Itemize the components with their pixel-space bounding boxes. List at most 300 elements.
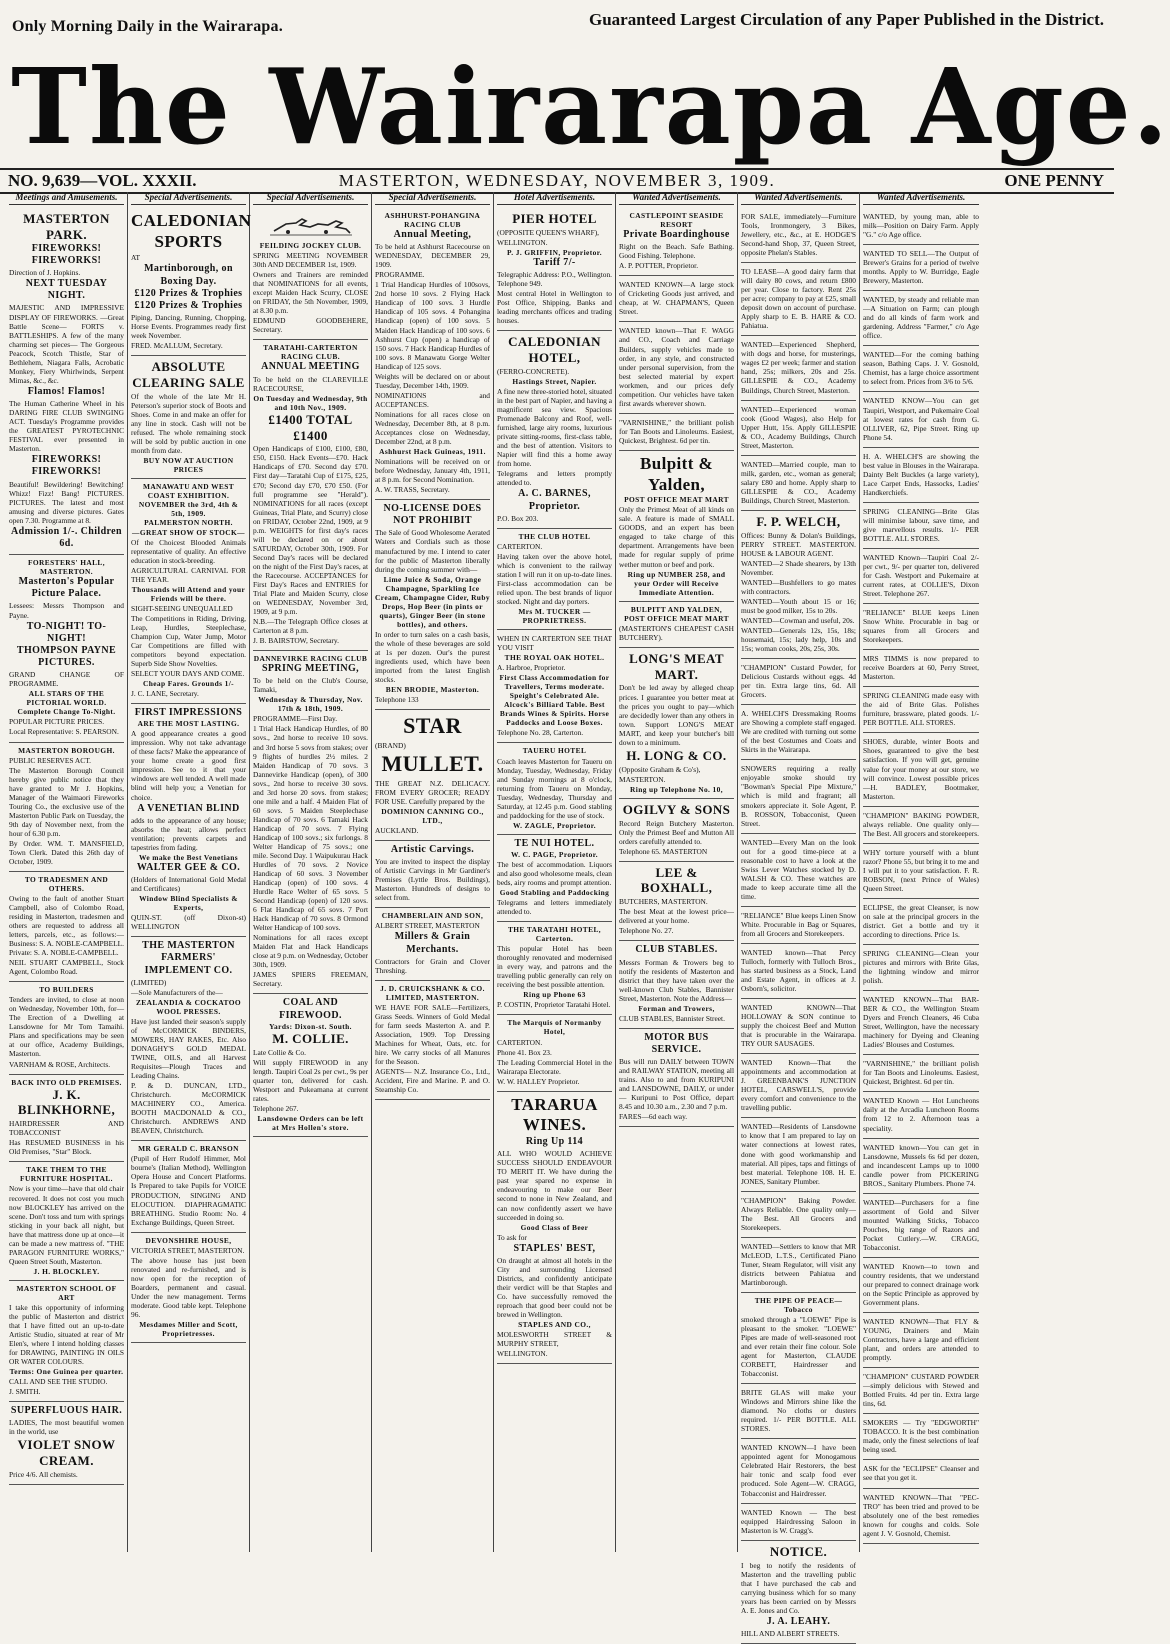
ad-subtitle: NEXT TUESDAY NIGHT.	[25, 278, 108, 302]
ad-text: Telegrams and letters immediately attended to.	[497, 898, 612, 917]
ad-text: MRS TIMMS is now prepared to receive Boarders at 60, Perry Street, Masterton.	[863, 654, 979, 682]
ad-title: J. D. CRUICKSHANK & CO. LIMITED, MASTERTON.	[380, 983, 485, 1002]
ad-text: (Holders of International Gold Medal and Certificates)	[131, 875, 246, 894]
ad-text: VICTORIA STREET, MASTERTON.	[131, 1245, 245, 1255]
ad-title: CLUB STABLES.	[635, 944, 718, 956]
ad-subtitle: POST OFFICE MEAT MART	[624, 613, 729, 623]
wanted-ad	[619, 276, 734, 322]
taueru-hotel-ad	[497, 743, 612, 834]
motor-bus-ad	[619, 1029, 734, 1128]
ad-title: Bulpitt & Yalden,	[639, 453, 714, 494]
wanted-ad	[741, 1504, 856, 1541]
ad-text: Has RESUMED BUSINESS in his Old Premises, "Star" Block.	[9, 1138, 124, 1157]
ad-title: ABSOLUTE CLEARING SALE	[132, 359, 245, 391]
wanted-ad	[863, 346, 979, 392]
ad-title: MASTERTON PARK.	[23, 210, 110, 242]
ad-text: Direction of J. Hopkins.	[9, 268, 81, 278]
coal-firewood-ad	[253, 994, 368, 1137]
ad-text: (OPPOSITE QUEEN'S WHARF),	[497, 227, 599, 237]
ad-text: WANTED Known—to town and country residents, that we understand our prepared to connect drainage work on the Septic Principle as approved by Government plans.	[863, 1261, 979, 1307]
ad-subtitle: £120 Prizes & Trophies	[134, 287, 243, 299]
ad-subtitle: ZEALANDIA & COCKATOO WOOL PRESSES.	[135, 997, 242, 1016]
ad-text: —Sole Manufacturers of the—	[131, 987, 223, 997]
wanted-ad	[863, 392, 979, 447]
ad-subtitle: J. H. BLOCKLEY.	[33, 1266, 100, 1276]
dateline	[0, 168, 1114, 194]
ad-title: NOTICE.	[769, 1543, 828, 1559]
ad-title: LEE & BOXHALL,	[640, 864, 713, 896]
club-stables-ad	[619, 941, 734, 1028]
column-heading: Special Advertisements.	[253, 192, 368, 205]
ad-text: AT	[131, 253, 141, 263]
ad-text: J. SMITH.	[9, 1387, 41, 1397]
ad-text: "RELIANCE" BLUE keeps Linen Snow White. Procurable in bag or squares from all Grocers and Storekeepers.	[863, 608, 979, 645]
ad-subtitle: Thousands will Attend and your Friends will be there.	[131, 584, 246, 603]
ad-text: The Masterton Borough Council hereby give public notice that they have granted to Mr J. Hopkins, Manager of the Waimaori Fireworks Touring Co., the exclusive use of the Masterton Public Park on Tuesday, the 9th day of November next, from the hour of 6.30 p.m.	[9, 765, 124, 838]
ad-text: QUIN-ST. (off Dixon-st) WELLINGTON	[131, 913, 246, 932]
wanted-ad	[741, 760, 856, 833]
ad-subtitle: Ashhurst Hack Guineas, 1911.	[379, 446, 486, 456]
ad-subtitle: TO-NIGHT! TO-NIGHT!	[26, 620, 107, 644]
ad-title: TAKE THEM TO THE FURNITURE HOSPITAL.	[20, 1165, 113, 1184]
ad-subtitle: BEN BRODIE, Masterton.	[385, 684, 480, 694]
ad-text: CARTERTON.	[497, 541, 543, 551]
wanted-ad	[741, 336, 856, 400]
ad-text: NOMINATIONS and ACCEPTANCES.	[375, 390, 490, 409]
ad-text: Nominations will be received on or before Wednesday, January 4th, 1911, at 8 p.m. for Second Nomination.	[375, 456, 490, 484]
ad-title: DANNEVIRKE RACING CLUB	[253, 654, 368, 664]
wanted-ad	[863, 1092, 979, 1138]
ad-text: WANTED KNOWN—A large stock of Cricketing Goods just arrived, and cheap, at W. CHAPMAN'S, Queen Street.	[619, 280, 734, 317]
ad-text: "VARNISHINE," the brilliant polish for Tan Boots and Linoleums. Easiest, Quickest, Brightest. 6d per tin.	[619, 417, 734, 445]
ad-subtitle: VIOLET SNOW CREAM.	[17, 1437, 116, 1469]
ad-text: I beg to notify the residents of Masterton and the travelling public that I have purchased the cab and carrying business which for so many years has been carried on by Messrs A. E. Jones and Co.	[741, 1560, 856, 1615]
ad-text: A fine new three-storied hotel, situated in the best part of Napier, and having a magnificent sea view. Spacious Promenade Balcony and Roof, well-furnished, large airy rooms, luxurious private sitting-rooms, first-class table, and the best of attention. Visitors to Napier will find this a home away from home.	[497, 387, 612, 469]
ad-text: N.B.—The Telegraph Office closes at Carterton at 8 p.m.	[253, 616, 368, 635]
ad-text: The Human Catherine Wheel in his DARING FIRE CLUB SWINGING ACT. Tuesday's Programme provides the GREATEST PYROTECHNIC FESTIVAL ever presented in Masterton.	[9, 398, 124, 454]
ad-text: SPRING CLEANING made easy with the aid of Brite Glas. Polishes furniture, brassware, plated goods. 1/- PER BOTTLE. ALL STORES.	[863, 691, 979, 728]
wanted-ad	[863, 807, 979, 844]
ad-text: WANTED—For the coming bathing season, Bathing Caps. J. V. Gosnold, Chemist, has a large choice assortment to select from. Prices from 3/6 to 5/6.	[863, 350, 979, 387]
ad-text: "CHAMPION" Custard Powder, for Delicious Custards without eggs. 4d per tin. Extra large tins, 6d. All Grocers.	[741, 663, 856, 700]
ad-text: WANTED known—That F. WAGG and CO., Coach and Carriage Builders, supply vehicles made to order, in any style, and constructed under personal supervision, from the best selected material by expert workmen, and our prices defy competition. Our vehicles have taken first awards wherever shown.	[619, 326, 734, 408]
ad-text: To be held on the Club's Course, Tamaki,	[253, 676, 368, 695]
wanted-ad	[741, 1238, 856, 1293]
taratahi-hotel-ad	[497, 922, 612, 1015]
column-7	[738, 192, 860, 1638]
ad-text: TO LEASE—A good dairy farm that will dairy 80 cows, and return £800 per year. Close to factory. Rent 25s per acre; company to pay at £25, small deposit down on account of purchase. Apply sharp to E. B. HARE & CO. Pahiatua.	[741, 267, 856, 331]
price: ONE PENNY	[1004, 171, 1104, 190]
ad-text: AGENTS— N.Z. Insurance Co., Ltd., Accident, Fire and Marine. P. and O. Steamship Co.	[375, 1067, 490, 1095]
wanted-ad	[863, 1489, 979, 1544]
ad-text: SHOES, durable, winter Boots and Shoes, guaranteed to give the best satisfaction. If you will get, genuine value for your money at our store, we will convince. Lowest possible prices—H. BADLEY, Bootmaker, Masterton.	[863, 737, 979, 801]
caledonian-sports-ad	[131, 208, 252, 356]
ad-text: Telegrams and letters promptly attended to.	[497, 469, 612, 488]
ad-text: Telephone No. 28, Carterton.	[497, 728, 584, 738]
ad-text: I take this opportunity of informing the public of Masterton and district that I have fitted out an up-to-date Artistic Studio, situated at rear of Mr Elen's, where I intend holding classes for DRAWING, PAINTING IN OILS OR WATER COLOURS.	[9, 1302, 124, 1367]
dannevirke-racing-ad	[253, 651, 368, 994]
ad-subtitle: ALL STARS OF THE PICTORIAL WORLD.	[26, 689, 107, 708]
ad-text: Nominations for all races except Maiden Flat and Hack Handicaps close at 9 p.m. on Wednesday, October 30th, 1909.	[253, 933, 368, 970]
ad-text: Telephone 267.	[253, 1103, 299, 1113]
ad-text: WANTED, by steady and reliable man—A Situation on Farm; can plough and do all kinds of farm work and gardening. Address "Farmer," c/o Age office.	[863, 295, 979, 341]
borough-notice	[9, 743, 124, 872]
wanted-ad	[863, 1194, 979, 1258]
ad-subtitle: ARE THE MOST LASTING.	[137, 719, 240, 729]
ad-text: WANTED—Generals 12s, 15s, 18s; housemaid, 15s; lady help, 10s and 15s; woman cooks, 20s, 25s, 30s.	[741, 626, 856, 654]
ad-text: 1 Trial Handicap Hurdles of 100sovs, 2nd horse 10 sovs. 2 Flying Hack Handicap of 100 sovs. 3 Hurdle Handicap of 105 sovs. 4 Pohangina Handicap (open) of 100 sovs. 5 Maiden Hack Handicap of 100 sovs. 6 Ashhurst Cup (open) a handicap of 150 sovs. 7 Hack Handicap Hurdles of 100 sovs. 8 Manawatu Gorge Welter Handicap of 125 sovs.	[375, 280, 490, 371]
ad-title: CALEDONIAN SPORTS	[131, 210, 252, 251]
ad-title: TARATAHI-CARTERTON RACING CLUB.	[263, 343, 358, 362]
star-mullet-ad	[375, 710, 490, 841]
longs-meat-mart-ad	[619, 648, 734, 799]
ad-title: TO TRADESMEN AND OTHERS.	[24, 874, 109, 893]
wanted-ad	[741, 999, 856, 1054]
column-heading: Special Advertisements.	[375, 192, 490, 205]
column-2	[128, 192, 250, 1552]
ad-subtitle: Cheap Fares. Grounds 1/-	[142, 679, 235, 688]
ad-subtitle: Window Blind Specialists & Experts,	[139, 894, 238, 913]
ad-text: H. A. WHELCH'S are showing the best value in Blouses in the Wairarapa. Dainty Belt Buckles (a large variety), Lace Carpet Ends, Hassocks, Ladies' Handkerchiefs.	[863, 451, 979, 497]
ad-text: Will supply FIREWOOD in any length. Taupiri Coal 2s per cwt., 9s per quarter ton, delivered for cash. Westport and Pukeamana at current rates.	[253, 1057, 368, 1103]
ad-title: THE TARATAHI HOTEL, Carterton.	[507, 925, 602, 944]
ad-text: WANTED KNOW—You can get Taupiri, Westport, and Pukemaire Coal at lowest rates for cash from G. OLLIVER, 62, Pipe Street. Ring up Phone 54.	[863, 396, 979, 442]
ad-text: In order to turn sales on a cash basis, the whole of these beverages are sold at 1s per dozen. Our's the purest ingredients used, which have been imported from the latest English stocks.	[375, 629, 490, 684]
wanted-ad	[741, 1118, 856, 1191]
wanted-ad	[741, 456, 856, 511]
ad-text: CALL AND SEE THE STUDIO.	[9, 1377, 108, 1387]
ad-text: "RELIANCE" Blue keeps Linen Snow White. Procurable in Bag or Squares, from all Grocers and Storekeepers.	[741, 910, 856, 938]
ad-subtitle: Ring up NUMBER 258, and your Order will Receive Immediate Attention.	[627, 569, 726, 597]
wanted-ad	[863, 1139, 979, 1194]
ad-text: Beautiful! Bewildering! Bewitching! Whizz! Fizz! Bang! PICTURES. PICTURES. The latest and most amusing and diverse pictures. Gates open 7.30. Programme at 8.	[9, 479, 124, 525]
artistic-carvings-ad	[375, 841, 490, 908]
foresters-hall-ad	[9, 555, 124, 742]
wanted-ad	[863, 650, 979, 687]
ad-text: To be held on the CLAREVILLE RACECOURSE,	[253, 374, 368, 393]
ad-text: AGRICULTURAL CARNIVAL FOR THE YEAR.	[131, 565, 246, 584]
ad-title: CASTLEPOINT SEASIDE RESORT	[629, 210, 724, 229]
ad-text: CLUB STABLES, Bannister Street.	[619, 1013, 725, 1023]
ad-subtitle: POST OFFICE MEAT MART	[624, 495, 729, 505]
ad-subtitle: Hastings Street, Napier.	[512, 377, 597, 387]
ad-text: Coach leaves Masterton for Taueru on Monday, Tuesday, Wednesday, Friday and Sunday mornings at 8 o'clock, returning from Taueru on Monday, Tuesday, Wednesday, Thursday and Saturday, at 12.45 p.m. Good stabling and paddocking for the use of stock.	[497, 756, 612, 820]
ad-text: WANTED KNOWN—That BAR-BER & CO., the Wellington Steam Dyers and French Cleaners, 46 Cuba Street, Wellington, have the necessary machinery for Dyeing and Cleaning Ladies' Blouses and Costumes.	[863, 995, 979, 1050]
ad-text: LADIES, The most beautiful women in the world, use	[9, 1418, 124, 1437]
ad-title: BACK INTO OLD PREMISES.	[11, 1077, 122, 1087]
ad-subtitle: Complete Change To-Night.	[17, 707, 116, 717]
ad-text: JAMES SPIERS FREEMAN, Secretary.	[253, 970, 368, 989]
column-4	[372, 192, 494, 1552]
pipe-of-peace-ad	[741, 1293, 856, 1384]
ad-title: MASTERTON SCHOOL OF ART	[16, 1283, 117, 1302]
ad-title: THE CLUB HOTEL	[518, 531, 591, 541]
ad-text: NEIL STUART CAMPBELL, Stock Agent, Colombo Road.	[9, 958, 124, 977]
ad-text: WHEN IN CARTERTON SEE THAT YOU VISIT	[497, 634, 612, 653]
ad-text: ALL WHO WOULD ACHIEVE SUCCESS SHOULD ENDEAVOUR TO MERIT IT. We have during the past year spared no expense in endeavouring to make our Beer second to none in New Zealand, and can now confidently assert we have succeeded in doing so.	[497, 1149, 612, 1222]
ad-text: Late Collie & Co.	[253, 1047, 306, 1057]
tararua-wines-ad	[497, 1092, 612, 1365]
exhibition-ad	[131, 479, 246, 704]
ad-subtitle: Annual Meeting,	[393, 229, 472, 241]
columns	[6, 192, 1110, 1638]
ad-text: EDMUND GOODBEHERE, Secretary.	[253, 316, 368, 335]
castlepoint-ad	[619, 208, 734, 276]
ad-text: The Sale of Good Wholesome Aerated Waters and Cordials such as those manufactured by me. I intend to cater for the public of Masterton liberally during the coming summer with—	[375, 528, 490, 574]
ad-title: TAUERU HOTEL	[522, 746, 587, 756]
wanted-ad	[741, 401, 856, 456]
no-license-ad	[375, 500, 490, 710]
devonshire-house-ad	[131, 1233, 246, 1343]
ad-text: Owing to the fault of another Stuart Campbell, also of Colombo Road, residing in Masterton, tradesmen and others are requested to address all letters, parcels, etc., as follows:— Business: S. A. NOBLE-CAMPBELL. Private: S. A. NOBLE-CAMPBELL.	[9, 893, 124, 958]
ad-text: A good appearance creates a good impression. Why not take advantage of these facts? Make the appearance of your home create a good first impression. See to it that your windows are well tended. A well made blind will help you; a Venetian for choice.	[131, 729, 246, 802]
ad-text: WANTED KNOWN—That FLY & YOUNG, Drainers and Main Contractors, have a large and efficient plant, and orders are attended to promptly.	[863, 1317, 979, 1363]
ad-text: MAJESTIC AND IMPRESSIVE DISPLAY OF FIREWORKS. —Great Battle Scene— FORTS v. BATTLESHIPS. A few of the many charming set pieces— The Gorgeous Peacock, Scotch Thistle, Star of Bethlehem, Niagara Falls, Acrobatic Monkey, Fiery Whirlwinds, Serpent Mimas, &c., &c.	[9, 303, 124, 385]
ad-title: The Marquis of Normanby Hotel,	[507, 1018, 602, 1037]
column-heading: Hotel Advertisements.	[497, 192, 612, 205]
ad-text: SIGHT-SEEING UNEQUALLED	[131, 603, 233, 613]
column-1	[6, 192, 128, 1552]
ad-title: BULPITT AND YALDEN,	[630, 604, 723, 614]
ad-text: Telegraphic Address: P.O., Wellington. Telephone 949.	[497, 270, 612, 289]
ad-text: WANTED, by young man, able to milk—Position on Dairy Farm. Apply "G." c/o Age office.	[863, 211, 979, 240]
ad-text: Of the Choicest Blooded Animals representative of quality. An effective education in stock-breeding.	[131, 537, 246, 565]
ad-text: The Competitions in Riding, Driving, Leap, Hurdles, Steeplechase, Champion Cup, Water Jump, Motor Car Competitions are filled with competitors beyond expectation. Superb Side Show Novelties.	[131, 613, 246, 668]
wanted-ad	[863, 687, 979, 733]
ad-subtitle: Masterton's Popular Picture Palace.	[18, 576, 115, 600]
ad-subtitle: First Class Accommodation for Travellers, Terms moderate.	[499, 673, 610, 692]
column-heading: Meetings and Amusements.	[9, 192, 124, 205]
ad-text: WELLINGTON.	[497, 237, 548, 247]
ad-text: "CHAMPION" BAKING POWDER, always reliable. One quality only—The Best. All grocers and storekeepers.	[863, 810, 979, 838]
royal-oak-hotel-ad	[497, 630, 612, 743]
ad-subtitle: P. J. GRIFFIN, Proprietor.	[507, 247, 602, 257]
ad-text: You are invited to inspect the display of Artistic Carvings in Mr Gardiner's Premises (Lyttle Bros. Buildings), Masterton. Hundreds of designs to select from.	[375, 857, 490, 903]
ad-text: P.O. Box 203.	[497, 513, 539, 523]
wanted-ad	[619, 322, 734, 413]
ad-subtitle: Ring up Telephone No. 10,	[630, 784, 723, 794]
ad-text: Nominations for all races close on Wednesday, December 8th, at 8 p.m. Acceptances close on Wednesday, December 22nd, at 8 p.m.	[375, 409, 490, 446]
ad-text: Local Representative: S. PEARSON.	[9, 727, 119, 737]
ad-title: LONG'S MEAT MART.	[629, 650, 724, 682]
pier-hotel-ad	[497, 208, 612, 331]
ad-text: WANTED—2 Shade shearers, by 13th November.	[741, 558, 856, 577]
ad-title: FEILDING JOCKEY CLUB.	[259, 240, 362, 250]
ad-subtitle: DOMINION CANNING CO., LTD.,	[381, 806, 484, 825]
ad-text: Phone 41. Box 23.	[497, 1047, 552, 1057]
ad-text: (FERRO-CONCRETE).	[497, 367, 570, 377]
ad-text: WANTED—Experienced Shepherd, with dogs and horse, for musterings, wages £2 per week; farmer and station hand, 25s; milkers, 20s and 25s. GILLESPIE & CO., Academy Buildings, Church Street, Masterton.	[741, 340, 856, 395]
ad-title: FIRST IMPRESSIONS	[134, 707, 243, 719]
ad-title: MANAWATU AND WEST COAST EXHIBITION.	[142, 482, 235, 501]
chamberlain-ad	[375, 908, 490, 981]
wanted-ad	[619, 414, 734, 451]
ad-text: P. COSTIN, Proprietor Taratahi Hotel.	[497, 1000, 611, 1010]
ad-text: WANTED—Married couple, man to milk, garden, etc., woman as general; salary £80 and home. Apply sharp to GILLESPIE & CO., Academy Buildings, Church Street, Masterton.	[741, 459, 856, 505]
ad-subtitle: A. C. BARNES, Proprietor.	[518, 488, 591, 512]
ad-text: WANTED KNOWN—That "PEC-TRO" has been tried and proved to be absolutely one of the best remedies known for coughs and colds. Sole agent J. V. Gosnold, Chemist.	[863, 1492, 979, 1538]
ad-subtitle: J. A. LEAHY.	[766, 1615, 831, 1627]
wanted-ad	[863, 549, 979, 604]
ad-text: Contractors for Grain and Clover Threshing.	[375, 956, 490, 975]
column-6	[616, 192, 738, 1552]
masthead	[0, 42, 1170, 172]
ad-text: Record Reign Butchery Masterton. Only the Primest Beef and Mutton All orders carefully attended to.	[619, 818, 734, 846]
wanted-ad	[863, 733, 979, 806]
ad-text: VARNHAM & ROSE, Architects.	[9, 1059, 111, 1069]
ad-subtitle: Good Stabling and Paddocking	[499, 888, 610, 898]
ad-title: Artistic Carvings.	[390, 843, 475, 855]
ad-subtitle: £1400 TOTAL £1400	[268, 411, 353, 443]
ad-text: WANTED—Residents of Lansdowne to know that I am prepared to lay on water connections at lowest rates, done with good workmanship and material. All pipes, taps and fittings of best material. Telephone 108. H. E. JONES, Sanitary Plumber.	[741, 1122, 856, 1186]
ad-text: W. W. HALLEY Proprietor.	[497, 1076, 580, 1086]
ad-text: Telephone 65. MASTERTON	[619, 846, 708, 856]
ad-text: WELLINGTON.	[497, 1349, 548, 1359]
column-5	[494, 192, 616, 1552]
column-3	[250, 192, 372, 1552]
ad-subtitle: J. K. BLINKHORNE,	[17, 1086, 116, 1118]
ad-text: (Pupil of Herr Rudolf Himmer, Mol bourne's (Italian Method), Wellington Opera House and Concert Platforms. Is Prepared to take Pupils for VOICE PRODUCTION, SINGING AND ELOCUTION. DIAPHRAGMATIC BREATHING. Studio Room: No. 4 Exchange Buildings, Queen Street.	[131, 1154, 246, 1227]
ad-text: SMOKERS — Try "EDGWORTH" TOBACCO. It is the best combination made, only the finest selections of leaf being used.	[863, 1418, 979, 1455]
column-heading: Wanted Advertisements.	[863, 192, 979, 205]
ad-text: ECLIPSE, the great Cleanser, is now on sale at the principal grocers in the district. Get a bottle and try it according to directions. Price 1s.	[863, 902, 979, 939]
wanted-ad	[863, 991, 979, 1055]
top-banner-right: Guaranteed Largest Circulation of any Paper Published in the District.	[588, 10, 1104, 29]
ad-subtitle: Mrs M. TUCKER — PROPRIETRESS.	[518, 607, 591, 626]
ad-text: "CHAMPION" Baking Powder. Always Reliable. One quality only—The Best. All Grocers and Storekeepers.	[741, 1195, 856, 1232]
ad-text: WANTED Known—Taupiri Coal 2/- per cwt., 9/- per quarter ton, delivered for Cash. Westport and Pukemaire at current rates, at COLLIE'S, Dixon Street. Telephone 267.	[863, 552, 979, 599]
ad-subtitle: W. ZAGLE, Proprietor.	[512, 820, 597, 830]
ad-text: 1 Trial Hack Handicap Hurdles, of 80 sovs., 2nd horse to receive 10 sovs. and 3rd horse 5 sovs from stakes; over 9 flights of hurdles 2½ miles. 2 Maiden Handicap of 70 sovs. 3 Dannevirke Handicap (open), of 300 sovs., 2nd horse to receive 30 sovs. and 3rd horse 20 sovs. from stakes; one mile and a half. 4 Maiden Flat of 60 sovs. 5 Maiden Steeplechase Handicap of 70 sovs. 6 Tamaki Hack Handicap of 70 sovs. 7 Flying Handicap of 100 sovs.; six furlongs. 8 Welter Handicap of 75 sovs.; one mile. Second Day. 1 Waipukurau Hack Hurdles of 70 sovs. 2 Novice Handicap of 60 sovs. 3 November Handicap (open) of 100 sovs. 4 Hurdle Race Welter of 65 sovs. 5 Second Handicap (open) of 120 sovs. 6 Flat Handicap of 65 sovs. 7 Port Hack Handicap of 70 sovs. 8 Ormond Welter Handicap of 100 sovs.	[253, 724, 368, 933]
wanted-ad	[863, 291, 979, 346]
bulpitt-yalden-ad	[619, 451, 734, 602]
ad-subtitle: Terms: One Guinea per quarter.	[9, 1367, 124, 1377]
feilding-jockey-club-ad	[253, 208, 368, 340]
ad-text: WANTED KNOWN—That HOLLOWAY & SON continue to supply the choicest Beef and Mutton that is procurable in the Wairarapa. TRY OUR SAUSAGES.	[741, 1003, 856, 1049]
ad-subtitle: Ring up Phone 63	[523, 990, 586, 1000]
wanted-ad	[863, 945, 979, 991]
ad-text: GRAND CHANGE OF PROGRAMME.	[9, 670, 124, 689]
ad-text: Most central Hotel in Wellington to Post Office, Shipping, Banks and leading merchants offices and trading houses.	[497, 289, 612, 326]
wanted-ad	[863, 1258, 979, 1313]
ad-subtitle: THOMPSON PAYNE PICTURES.	[16, 644, 117, 669]
ad-subtitle: Private Boardinghouse	[623, 229, 730, 241]
ad-title: SUPERFLUOUS HAIR.	[10, 1405, 123, 1417]
ad-text: Weights will be declared on or about Tuesday, December 14th, 1909.	[375, 371, 490, 390]
ad-text: FRED. McALLUM, Secretary.	[131, 341, 223, 351]
ad-text: SPRING MEETING NOVEMBER 30th AND DECEMBER 1st, 1909.	[253, 251, 368, 270]
ad-text: PROGRAMME—First Day.	[253, 714, 338, 724]
builders-notice	[9, 982, 124, 1074]
ad-subtitle: M. COLLIE.	[272, 1030, 349, 1046]
ad-text: Right on the Beach. Safe Bathing. Good Fishing. Telephone.	[619, 242, 734, 261]
wanted-ad	[741, 263, 856, 336]
tradesmen-notice	[9, 872, 124, 982]
ad-title: CHAMBERLAIN AND SON,	[381, 911, 484, 921]
ad-text: To ask for	[497, 1232, 527, 1242]
blinkhorne-ad	[9, 1075, 124, 1163]
wanted-ad	[741, 705, 856, 760]
violet-snow-cream-ad	[9, 1402, 124, 1485]
ad-title: PIER HOTEL	[512, 210, 597, 226]
wanted-ad	[741, 1054, 856, 1118]
ad-text: The above house has just been renovated and re-furnished, and is now open for the reception of Boarders, permanent and casual. Under the new management. Terms moderate. Good table kept. Telephone 96.	[131, 1255, 246, 1319]
wanted-ad	[741, 834, 856, 907]
ad-subtitle: Flamos! Flamos!	[27, 385, 106, 397]
ad-text: FARES—6d each way.	[619, 1112, 688, 1122]
masthead-title: The Wairarapa Age.	[11, 45, 1170, 168]
ad-subtitle: Lansdowne Orders can be left at Mrs Hollen's store.	[257, 1113, 364, 1132]
wanted-ad	[741, 208, 856, 263]
ad-title: MASTERTON BOROUGH.	[18, 745, 115, 755]
ad-subtitle: Wednesday & Thursday, Nov. 17th & 18th, 1909.	[258, 695, 363, 714]
ad-text: WANTED Known—That the appointments and accommodation at J. GREENBANK'S JUNCTION HOTEL, CARSWELL'S, provide every comfort and convenience to the travelling public.	[741, 1058, 856, 1113]
ad-text: By Order. WM. T. MANSFIELD, Town Clerk. Dated this 26th day of October, 1909.	[9, 838, 124, 866]
leahy-notice	[741, 1541, 856, 1644]
wanted-ad	[741, 1384, 856, 1439]
ashhurst-racing-ad	[375, 208, 490, 500]
ad-text: Don't be led away by alleged cheap prices. I guarantee you better meat at the prices you ought to pay—which are decidedly lower than any others in town. Support LONG'S MEAT MART, and keep your butcher's bill down to a minimum.	[619, 683, 734, 747]
ad-text: WANTED—Experienced woman cook (Good Wages), also Help for Upper Hutt, 15s. Apply GILLESPIE & CO., Academy Buildings, Church Street, Masterton.	[741, 404, 856, 450]
ad-text: FOR SALE, immediately—Furniture Tools, Ironmongery, 3 Bikes, Jewellery, etc., &c., at E. HODGE'S Second-hand Shop, 37, Queen Street, opposite Phelan's Stables.	[741, 211, 856, 258]
top-banner	[0, 6, 1114, 40]
wanted-ad	[741, 907, 856, 944]
wanted-ad	[863, 448, 979, 503]
ad-subtitle: Lime Juice & Soda, Orange Champagne, Sparkling Ice Cream, Champagne Cider, Ruby Drops, Hop Beer (in pints or quarts), Ginger Beer (in stone bottles), and others.	[375, 574, 490, 629]
ad-text: BUTCHERS, MASTERTON.	[619, 897, 708, 907]
wanted-ad	[863, 245, 979, 291]
ad-subtitle: FIREWORKS! FIREWORKS!	[31, 454, 102, 478]
wanted-ad	[863, 1368, 979, 1414]
ad-title: NO-LICENSE DOES NOT PROHIBIT	[383, 503, 482, 527]
ad-text: Have just landed their season's supply of McCORMICK BINDERS, MOWERS, HAY RAKES, Etc. Also DONAGHY'S GOLD MEDAL TWINE, OILS, and all Harvest Requisites—Plough Traces and Leading Chains.	[131, 1016, 246, 1081]
wanted-ad	[741, 944, 856, 999]
wanted-ad	[863, 899, 979, 945]
ad-text: smoked through a "LOEWE" Pipe is pleasant to the smoker. "LOEWE" Pipes are made of well-seasoned root and ever retain their fine colour. Sole agent for Masterton, CLAUDE CORBETT, Hairdresser and Tobacconist.	[741, 1314, 856, 1379]
ad-text: BRITE GLAS will make your Windows and Mirrors shine like the diamond. No cloths or dusters required. 1/- PER BOTTLE. ALL STORES.	[741, 1388, 856, 1434]
wanted-ad	[741, 1439, 856, 1503]
ad-text: A. Harbroe, Proprietor.	[497, 663, 566, 673]
ad-title: TE NUI HOTEL.	[514, 837, 595, 849]
ad-text: PROGRAMME.	[375, 270, 425, 280]
clearing-sale-ad	[131, 356, 246, 479]
ad-text: WANTED Known — The best equipped Hairdressing Saloon in Masterton is W. Cragg's.	[741, 1507, 856, 1535]
ad-subtitle: BUY NOW AT AUCTION PRICES	[143, 456, 234, 475]
ad-text: ASK for the "ECLIPSE" Cleanser and see that you get it.	[863, 1464, 979, 1483]
ad-title: THE ROYAL OAK HOTEL.	[504, 653, 605, 663]
ad-text: POPULAR PICTURE PRICES.	[9, 717, 105, 727]
ad-text: WANTED—Youth about 15 or 16; must be good milker, 15s to 20s.	[741, 596, 856, 615]
lee-boxhall-ad	[619, 862, 734, 942]
ad-text: "CHAMPION" CUSTARD POWDER—simply delicious with Stewed and Bottled Fruits. 4d per tin. Extra large tins, 6d.	[863, 1372, 979, 1409]
ad-title: TARARUA WINES.	[511, 1094, 598, 1135]
ad-text: MASTERTON.	[619, 774, 666, 784]
ad-text: Lessees: Messrs Thompson and Payne.	[9, 601, 124, 620]
cruickshank-ad	[375, 981, 490, 1100]
ad-subtitle: Yards: Dixon-st. South.	[269, 1021, 352, 1031]
ad-subtitle: £120 Prizes & Trophies	[134, 300, 243, 312]
ad-text: SPRING CLEANING—Clean your pictures and mirrors with Brite Glas, the lightning window and mirror polish.	[863, 949, 979, 986]
ad-subtitle: Admission 1/-. Children 6d.	[11, 525, 122, 549]
ad-text: WANTED known—That Percy Tulloch, formerly with Tulloch Bros., has started business as a Stock, Land and Estate Agent, in offices at J. Osborn's, solicitor.	[741, 947, 856, 994]
ad-text: This popular Hotel has been thoroughly renovated and modernised in every way, and patrons and the travelling public generally can rely on receiving the best possible attention.	[497, 944, 612, 990]
ad-text: Telephone No. 27.	[619, 926, 674, 936]
ad-text: ALBERT STREET, MASTERTON	[375, 921, 480, 931]
ad-subtitle: MULLET.	[381, 750, 484, 776]
ad-text: SPRING CLEANING—Brite Glas will minimise labour, save time, and give marvellous results. 1/- PER BOTTLE. ALL STORES.	[863, 506, 979, 543]
ad-text: SELECT YOUR DAYS AND COME.	[131, 668, 245, 678]
ad-text: (LIMITED)	[131, 977, 167, 987]
